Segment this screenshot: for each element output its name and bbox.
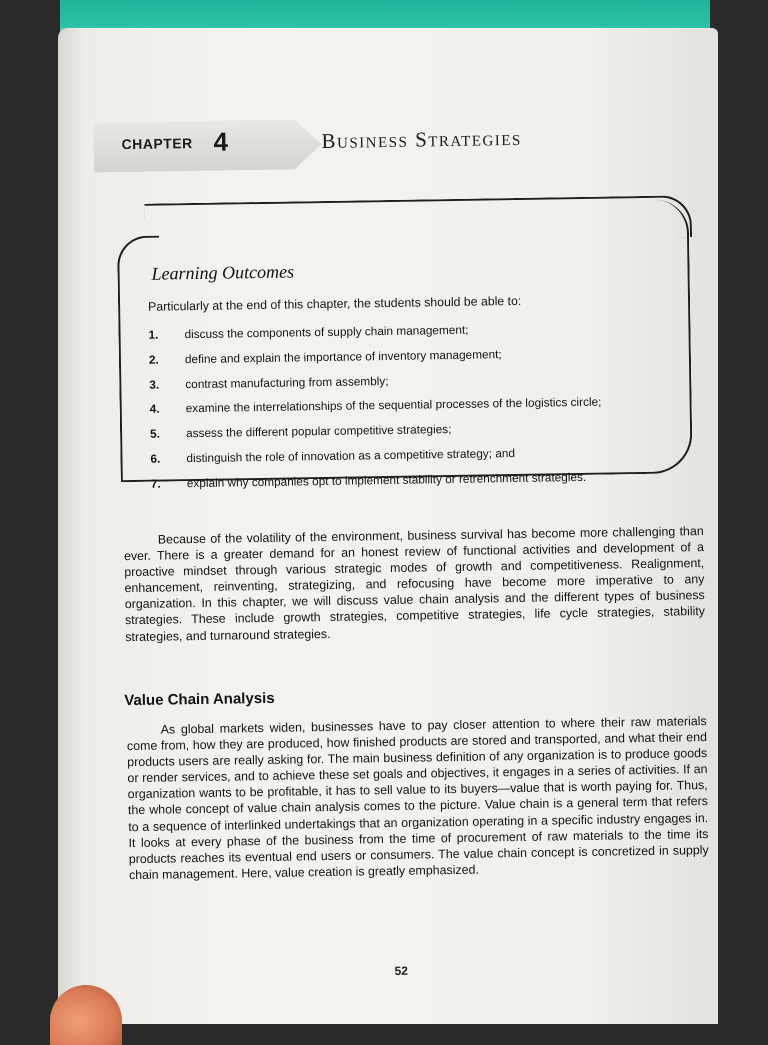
learning-outcomes-intro: Particularly at the end of this chapter, the students should be able to: bbox=[147, 293, 522, 314]
outcome-number: 2. bbox=[148, 352, 159, 367]
outcome-number: 1. bbox=[148, 327, 159, 342]
intro-paragraph: Because of the volatility of the environment, business survival has become more challenging than ever. There is a greater demand for an honest review of functional activities and development of a proactive mindset through various strategic modes of growth and competitiveness. Realignment, enhancement, reinventing, strategizing, and refocusing have become more imperative to any organization. In this chapter, we will discuss value chain analysis and the different types of business strategies. These include growth strategies, competitive strategies, life cycle strategies, stability strategies, and turnaround strategies. bbox=[123, 524, 706, 644]
outcome-number: 7. bbox=[150, 476, 161, 491]
chapter-label: CHAPTER bbox=[121, 135, 193, 153]
book-page bbox=[58, 28, 718, 1024]
chapter-title: Business Strategies bbox=[321, 125, 522, 154]
outcome-text: distinguish the role of innovation as a competitive strategy; and bbox=[186, 445, 516, 466]
outcome-text: contrast manufacturing from assembly; bbox=[185, 373, 389, 391]
page-content bbox=[58, 28, 718, 1024]
learning-outcomes-title: Learning Outcomes bbox=[151, 261, 295, 284]
chapter-number: 4 bbox=[213, 126, 229, 157]
outcome-text: define and explain the importance of inventory management; bbox=[184, 347, 502, 366]
outcome-number: 6. bbox=[150, 451, 161, 466]
outcome-text: explain why companies opt to implement stability or retrenchment strategies. bbox=[186, 469, 587, 490]
learning-outcomes-list bbox=[148, 319, 691, 501]
outcome-number: 4. bbox=[149, 401, 160, 417]
outcome-text: assess the different popular competitive strategies; bbox=[185, 422, 452, 441]
learning-outcomes-box-top-border bbox=[144, 195, 692, 246]
outcome-number: 3. bbox=[149, 377, 160, 392]
outcome-text: examine the interrelationships of the sequential processes of the logistics circle; bbox=[185, 395, 602, 416]
value-chain-paragraph: As global markets widen, businesses have to pay closer attention to where their raw materials come from, how they are produced, how finished products are stored and transported, and what their end products users are really asking for. The main business definition of any organization is to produce goods or render services, and to achieve these set goals and objectives, it engages in a series of activities. If an organization wants to be profitable, it has to sell value to its buyers—value that is worth paying for. Thus, the whole concept of value chain analysis comes to the picture. Value chain is a general term that refers to a sequence of interlinked undertakings that an organization operating in a specific industry engages in. It looks at every phase of the business from the time of procurement of raw materials to the time its products reaches its eventual end users or consumers. The value chain concept is concretized in supply chain management. Here, value creation is greatly emphasized. bbox=[126, 714, 709, 882]
section-heading: Value Chain Analysis bbox=[124, 689, 275, 710]
page-number: 52 bbox=[394, 963, 409, 978]
outcome-text: discuss the components of supply chain management; bbox=[184, 322, 469, 342]
outcome-number: 5. bbox=[149, 426, 161, 441]
